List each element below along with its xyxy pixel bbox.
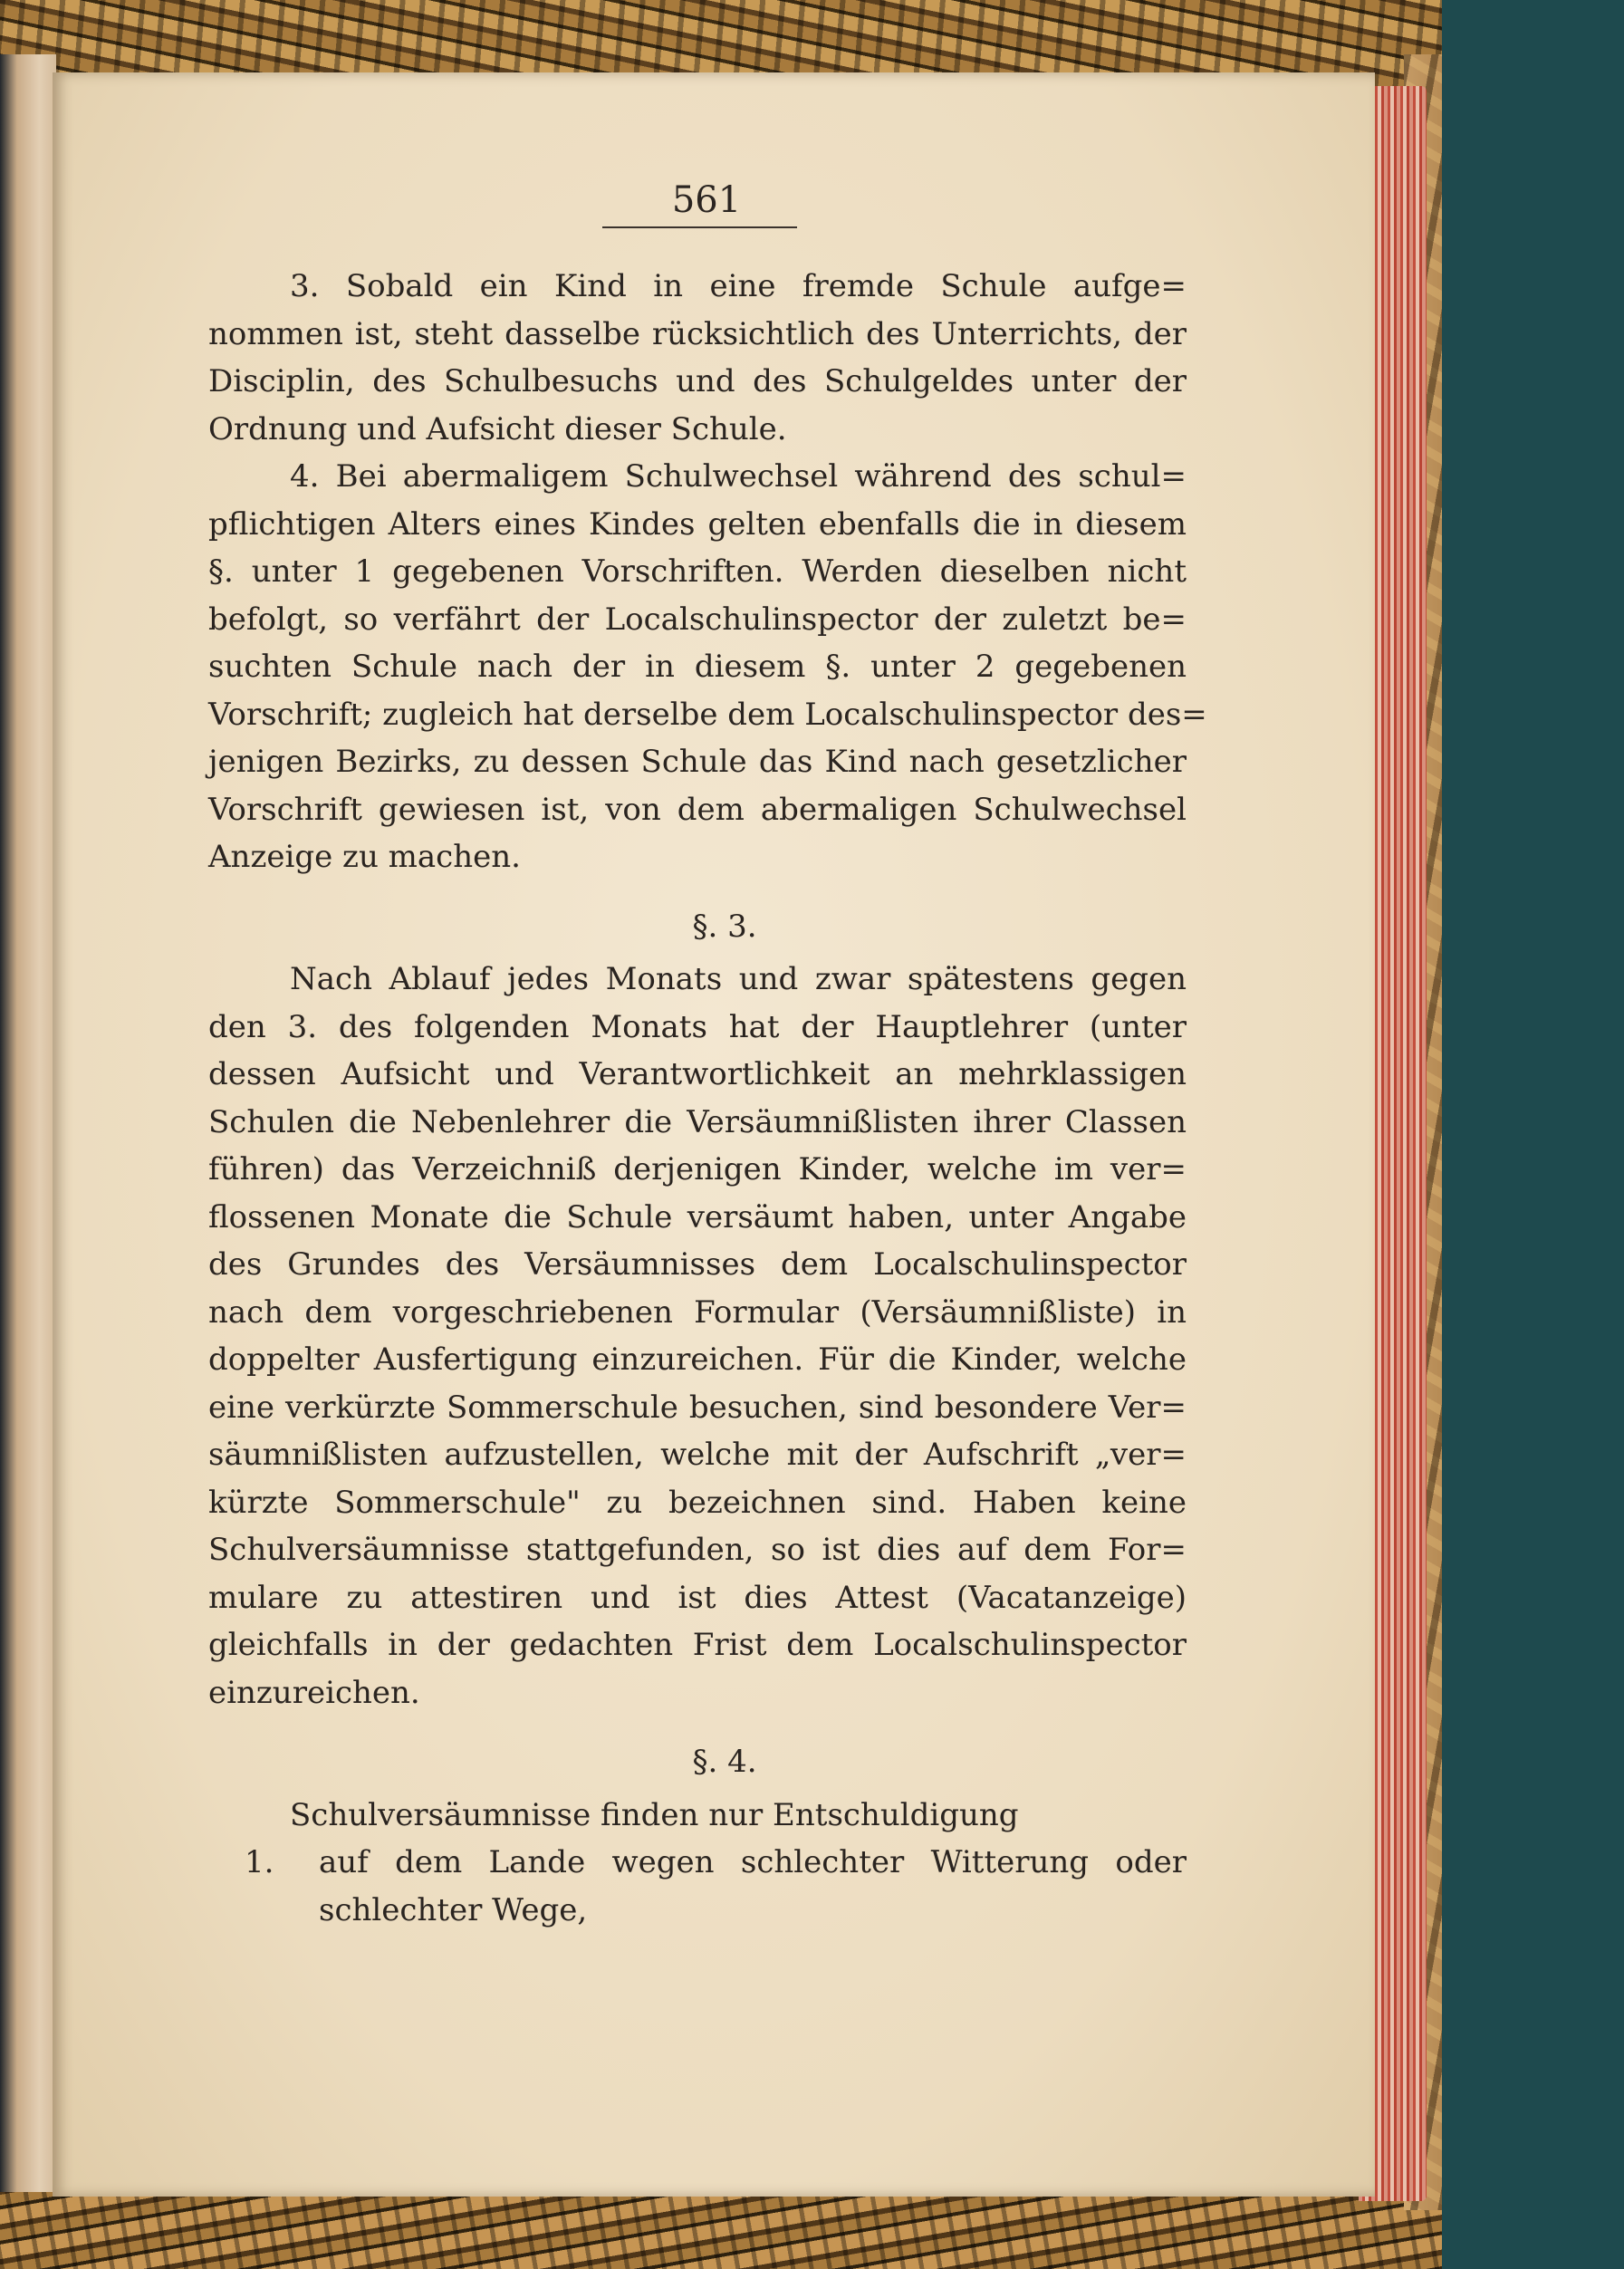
text-line: 4. Bei abermaligem Schulwechsel während des schul= bbox=[290, 458, 1187, 495]
book-cover-bottom-marbling bbox=[0, 2192, 1624, 2269]
list-item-continuation: schlechter Wege, bbox=[319, 1891, 588, 1928]
text-line: Ordnung und Aufsicht dieser Schule. bbox=[208, 410, 787, 447]
text-line: einzureichen. bbox=[208, 1674, 420, 1711]
text-line: suchten Schule nach der in diesem §. unter 2 gegebenen bbox=[208, 649, 1187, 685]
text-line: säumnißlisten aufzustellen, welche mit der Aufschrift „ver= bbox=[208, 1437, 1187, 1473]
text-line: §. unter 1 gegebenen Vorschriften. Werden dieselben nicht bbox=[208, 553, 1187, 590]
section-4-paragraph bbox=[208, 1792, 1187, 1935]
text-line: nommen ist, steht dasselbe rücksichtlich des Unterrichts, der bbox=[208, 315, 1187, 352]
text-line: flossenen Monate die Schule versäumt haben, unter Angabe bbox=[208, 1198, 1187, 1235]
page-text bbox=[208, 263, 1207, 1934]
text-line: den 3. des folgenden Monats hat der Hauptlehrer (unter bbox=[208, 1008, 1187, 1045]
paragraph-3 bbox=[208, 263, 1187, 453]
text-line: Vorschrift gewiesen ist, von dem abermaligen Schulwechsel bbox=[208, 791, 1187, 828]
section-heading-4: §. 4. bbox=[692, 1744, 757, 1780]
text-line: jenigen Bezirks, zu dessen Schule das Kind nach gesetzlicher bbox=[208, 744, 1187, 780]
text-line: Schulen die Nebenlehrer die Versäumnißlisten ihrer Classen bbox=[208, 1103, 1187, 1140]
text-line: Disciplin, des Schulbesuchs und des Schulgeldes unter der bbox=[208, 363, 1187, 399]
text-line: führen) das Verzeichniß derjenigen Kinder, welche im ver= bbox=[208, 1151, 1187, 1187]
text-line: mulare zu attestiren und ist dies Attest (Vacatanzeige) bbox=[208, 1579, 1187, 1616]
text-line: Nach Ablauf jedes Monats und zwar spätestens gegen bbox=[290, 961, 1187, 997]
text-line: kürzte Sommerschule" zu bezeichnen sind. Haben keine bbox=[208, 1484, 1187, 1521]
section-3-paragraph bbox=[208, 956, 1187, 1716]
text-line: des Grundes des Versäumnisses dem Localschulinspector bbox=[208, 1246, 1187, 1283]
text-line: Anzeige zu machen. bbox=[208, 839, 521, 875]
text-line: dessen Aufsicht und Verantwortlichkeit an mehrklassigen bbox=[208, 1056, 1187, 1092]
book-gutter bbox=[0, 54, 56, 2192]
list-item-text: auf dem Lande wegen schlechter Witterung oder bbox=[319, 1844, 1187, 1880]
section-heading-3: §. 3. bbox=[692, 908, 757, 945]
text-line: nach dem vorgeschriebenen Formular (Versäumnißliste) in bbox=[208, 1293, 1187, 1331]
background bbox=[1442, 0, 1624, 2269]
text-line: eine verkürzte Sommerschule besuchen, sind besondere Ver= bbox=[208, 1389, 1187, 1426]
text-line: doppelter Ausfertigung einzureichen. Für die Kinder, welche bbox=[208, 1341, 1187, 1378]
text-line: befolgt, so verfährt der Localschulinspector der zuletzt be= bbox=[208, 601, 1187, 638]
page-number-rule bbox=[602, 226, 797, 228]
list-item bbox=[208, 1839, 1187, 1887]
text-line: Schulversäumnisse stattgefunden, so ist dies auf dem For= bbox=[208, 1532, 1187, 1568]
page-number: 561 bbox=[671, 179, 742, 221]
text-line: 3. Sobald ein Kind in eine fremde Schule aufge= bbox=[290, 268, 1187, 304]
paragraph-4 bbox=[208, 453, 1207, 881]
list-item-number: 1. bbox=[245, 1844, 274, 1880]
text-line: Vorschrift; zugleich hat derselbe dem Localschulinspector des= bbox=[208, 696, 1207, 733]
text-line: pflichtigen Alters eines Kindes gelten ebenfalls die in diesem bbox=[208, 505, 1187, 543]
text-line: gleichfalls in der gedachten Frist dem Localschulinspector bbox=[208, 1627, 1187, 1663]
text-line: Schulversäumnisse finden nur Entschuldigung bbox=[290, 1796, 1019, 1833]
